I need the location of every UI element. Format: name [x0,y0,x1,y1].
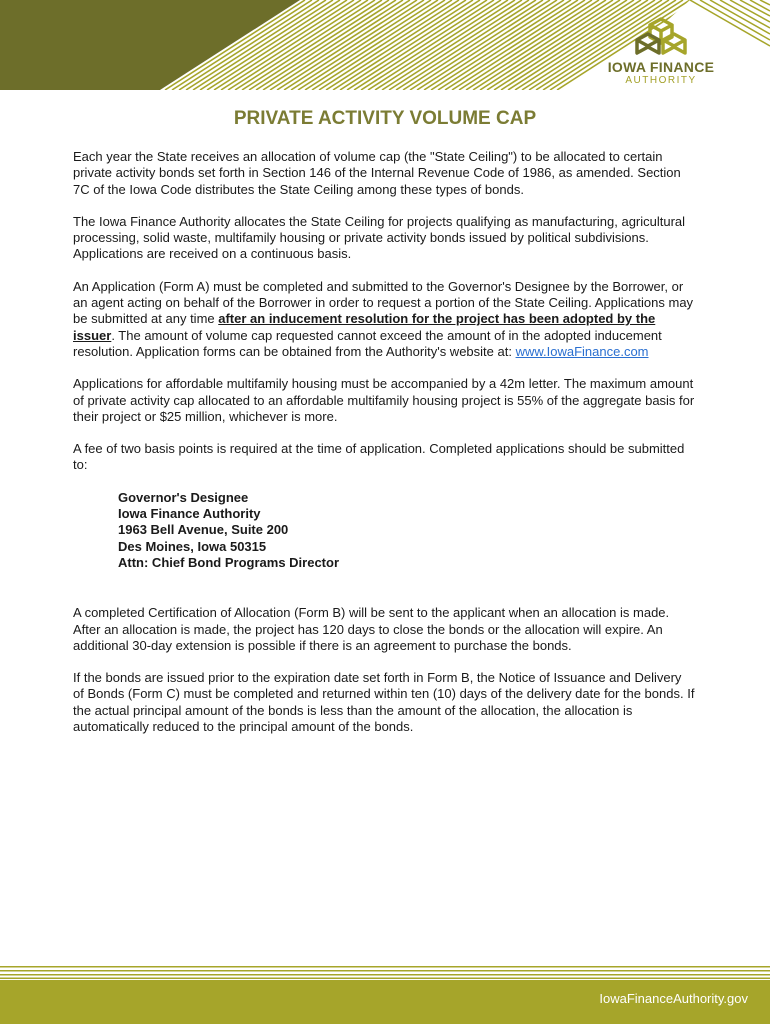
spacer [73,587,695,605]
page-header [0,0,770,90]
address-line: Des Moines, Iowa 50315 [118,538,267,554]
document-body [73,149,695,751]
iowa-finance-website-link[interactable]: www.IowaFinance.com [515,343,649,359]
application-text-end: . The amount of volume cap requested cannot exceed the amount of in the adopted inducement resolution. Application forms can be obtained from the Authority's website at: [73,327,662,359]
paragraph-certification: A completed Certification of Allocation (Form B) will be sent to the applicant when an allocation is made. After an allocation is made, the project has 120 days to close the bonds or the allocation will expire. An additional 30-day extension is possible if there is an agreement to purchase the bonds. [73,605,670,653]
footer-lines [0,966,770,980]
paragraph-application-fee: A fee of two basis points is required at the time of application. Completed applications should be submitted to: [73,441,685,473]
application-text-start: An Application (Form A) must be completed and submitted to the Governor's Designee by the Borrower, or an agent acting on behalf of the Borrower in order to request a portion of the State Ceiling. Applications may be submitted at any time [73,278,694,327]
address-line: Attn: Chief Bond Programs Director [118,554,340,570]
address-line: Iowa Finance Authority [118,506,261,522]
footer-website-url: IowaFinanceAuthority.gov [599,991,748,1006]
paragraph-issuance-notice: If the bonds are issued prior to the expiration date set forth in Form B, the Notice of Issuance and Delivery of Bonds (Form C) must be completed and returned within ten (10) days of the delivery date for the bonds. If the actual principal amount of the bonds is less than the amount of the allocation, the allocation is automatically reduced to the principal amount of the bonds. [73,670,695,735]
mailing-address [118,490,695,571]
paragraph-state-ceiling: Each year the State receives an allocation of volume cap (the "State Ceiling") to be allocated to certain private activity bonds set forth in Section 146 of the Internal Revenue Code of 1986, as amended. Section 7C of the Iowa Code distributes the State Ceiling among these types of bonds. [73,149,681,197]
paragraph-application [73,279,695,360]
logo-subtitle: AUTHORITY [625,75,697,86]
address-line: 1963 Bell Avenue, Suite 200 [118,522,289,538]
cube-cluster-icon [634,16,688,58]
iowa-finance-authority-logo [596,16,726,90]
logo-name: IOWA FINANCE [607,59,715,75]
inducement-resolution-emphasis: after an inducement resolution for the project has been adopted by the issuer [73,311,656,343]
address-line: Governor's Designee [118,489,249,505]
paragraph-multifamily-housing: Applications for affordable multifamily housing must be accompanied by a 42m letter. The maximum amount of private activity cap allocated to an affordable multifamily housing project is 55% of the aggregate basis for their project or $25 million, whichever is more. [73,376,695,424]
paragraph-allocation-categories: The Iowa Finance Authority allocates the State Ceiling for projects qualifying as manufacturing, agricultural processing, solid waste, multifamily housing or private activity bonds issued by political subdivisions. Applications are received on a continuous basis. [73,213,686,262]
page-footer [0,966,770,1024]
page-title: PRIVATE ACTIVITY VOLUME CAP [233,108,537,129]
